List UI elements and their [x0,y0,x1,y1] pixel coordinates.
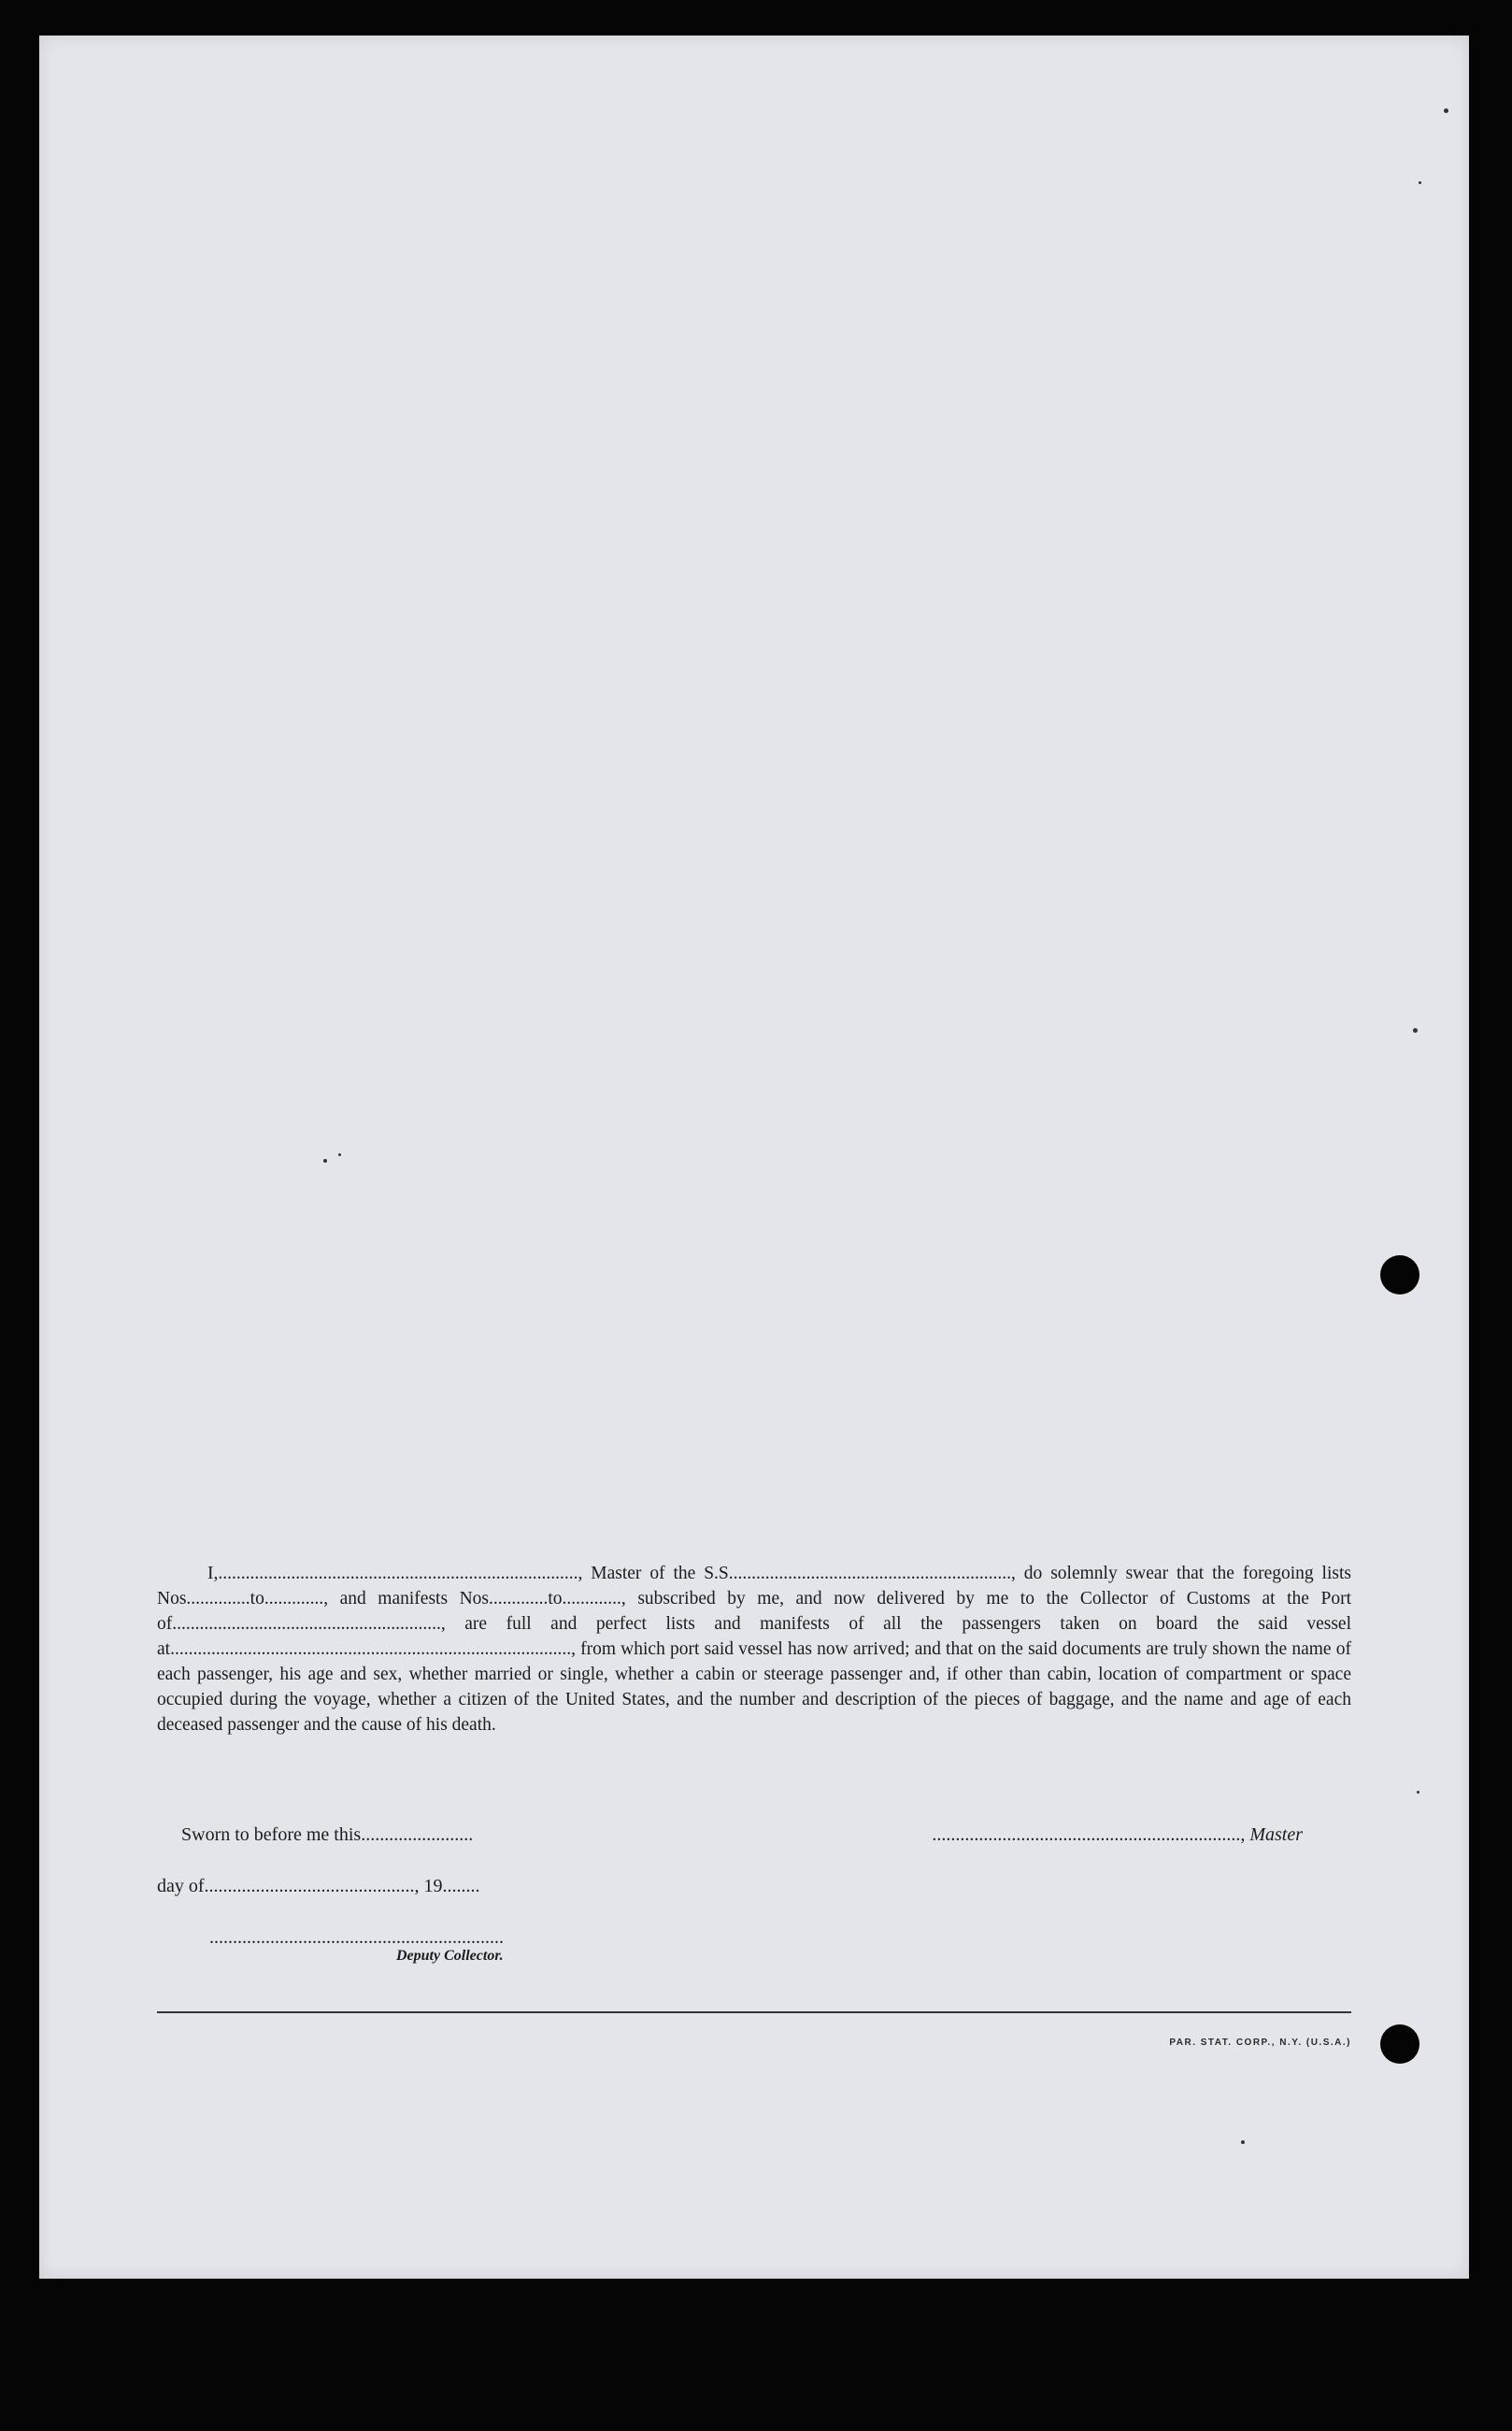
scan-speck [1419,181,1421,184]
master-label: Master [1249,1824,1303,1845]
punch-hole-upper [1380,1255,1419,1294]
master-dotted-line: .................................................................., [932,1824,1250,1845]
scan-speck [323,1159,327,1163]
deputy-signature-line: ............................................................... [209,1927,504,1948]
manifest-page [39,36,1469,2279]
scan-speck [1241,2140,1245,2144]
scan-speck [1417,1791,1419,1794]
scan-speck [338,1153,341,1156]
printer-imprint: PAR. STAT. CORP., N.Y. (U.S.A.) [1169,2038,1351,2048]
bottom-rule [157,2011,1351,2013]
sworn-before-line: Sworn to before me this........................ [181,1824,474,1845]
deputy-collector-label: Deputy Collector. [396,1948,504,1964]
punch-hole-lower [1380,2024,1419,2064]
day-of-line: day of............................................., 19........ [157,1876,480,1896]
master-oath-paragraph: I,..............................................................................., Master of the S.S.............................................................., do solemnly swear that the foregoing lists Nos..............to............., and manifests Nos.............to............., subscribed by me, and now delivered by me to the Collector of Customs at the Port of..........................................................., are full and perfect lists and manifests of all the passengers taken on board the said vessel at........................................................................................, from which port said vessel has now arrived; and that on the said documents are truly shown the name of each passenger, his age and sex, whether married or single, whether a cabin or steerage passenger and, if other than cabin, location of compartment or space occupied during the voyage, whether a citizen of the United States, and the number and description of the pieces of baggage, and the name and age of each deceased passenger and the cause of his death. [157,1564,1351,1735]
scan-speck [1444,108,1448,113]
scan-speck [1413,1028,1418,1033]
master-signature-line [932,1824,1303,1846]
